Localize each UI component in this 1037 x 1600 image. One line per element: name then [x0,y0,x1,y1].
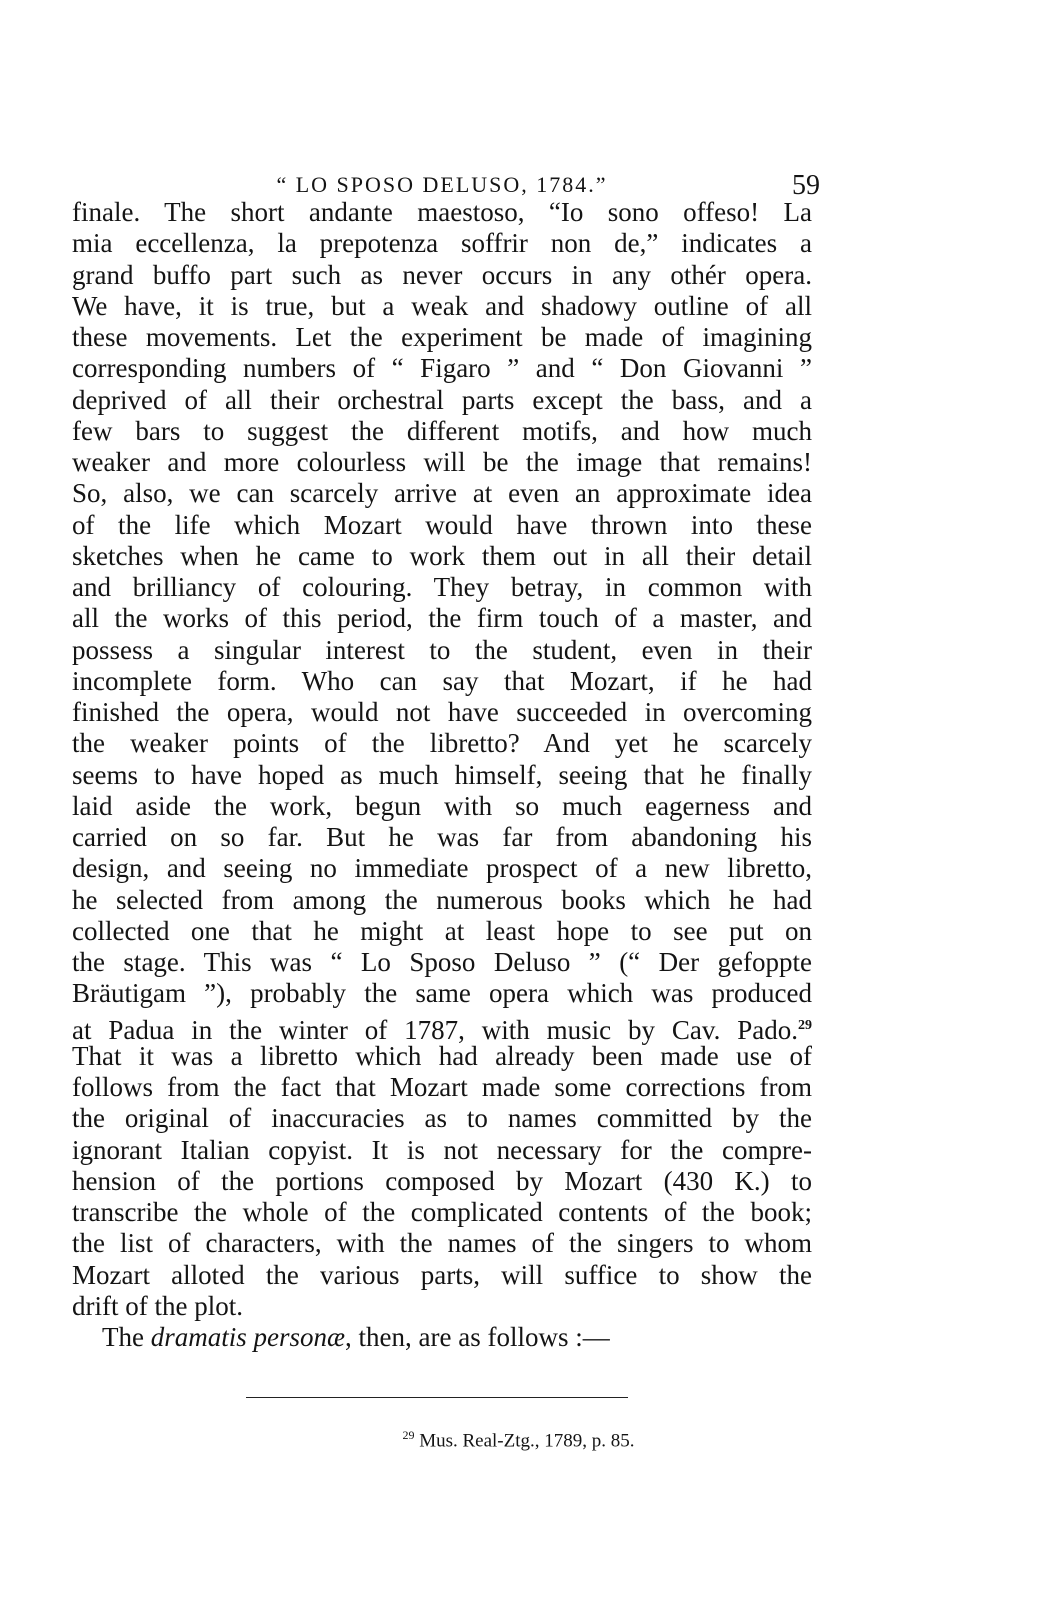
text-line: grand buffo part such as never occurs in any othér opera. [72,259,812,290]
body-text [72,197,812,1353]
text-line: these movements. Let the experiment be made of imagining [72,322,812,352]
text-line: few bars to suggest the different motifs, and how much [72,415,812,446]
footnote-text: Mus. Real-Ztg., 1789, p. 85. [414,1430,635,1452]
footnote-marker: 29 [402,1428,415,1442]
footnote-divider [246,1397,628,1398]
text-line: collected one that he might at least hope to see put on [72,915,812,946]
text-line: possess a singular interest to the student, even in their [72,634,812,665]
text-line: seems to have hoped as much himself, seeing that he finally [72,759,812,790]
footnote [0,1428,1037,1452]
text-line: finale. The short andante maestoso, “Io sono offeso! La [72,197,812,227]
text-line-content: at Padua in the winter of 1787, with music by Cav. Pado. [72,1014,798,1045]
text-line: We have, it is true, but a weak and shadowy outline of all [72,290,812,321]
paragraph-text: , then, are as follows :— [345,1322,610,1352]
text-line: weaker and more colourless will be the image that remains! [72,447,812,477]
text-line: finished the opera, would not have succeeded in overcoming [72,697,812,727]
text-line: That it was a libretto which had already been made use of [72,1040,812,1071]
text-line: he selected from among the numerous books which he had [72,884,812,915]
text-line: hension of the portions composed by Mozart (430 K.) to [72,1165,812,1196]
text-line: transcribe the whole of the complicated contents of the book; [72,1197,812,1227]
running-title: “ LO SPOSO DELUSO, 1784.” [276,172,608,197]
paragraph-line [72,1322,812,1353]
text-line: the weaker points of the libretto? And yet he scarcely [72,728,812,759]
text-line: and brilliancy of colouring. They betray, in common with [72,572,812,602]
text-line: incomplete form. Who can say that Mozart, if he had [72,665,812,696]
text-line: corresponding numbers of “ Figaro ” and “ Don Giovanni ” [72,353,812,384]
text-line: laid aside the work, begun with so much eagerness and [72,790,812,821]
footnote-reference[interactable]: 29 [798,1017,812,1033]
text-line: the stage. This was “ Lo Sposo Deluso ” (“ Der gefoppte [72,947,812,977]
page-number: 59 [792,170,820,201]
text-line: Mozart alloted the various parts, will suffice to show the [72,1259,812,1290]
text-line: design, and seeing no immediate prospect of a new libretto, [72,853,812,884]
text-line: follows from the fact that Mozart made some corrections from [72,1072,812,1102]
paragraph-text: The [102,1322,151,1352]
text-line: sketches when he came to work them out in all their detail [72,540,812,571]
text-line: deprived of all their orchestral parts except the bass, and a [72,384,812,415]
text-line: drift of the plot. [72,1290,243,1321]
text-line: carried on so far. But he was far from abandoning his [72,822,812,852]
text-line: mia eccellenza, la prepotenza soffrir non de,” indicates a [72,228,812,259]
text-line-with-footnote-ref [72,1010,812,1045]
text-line: the original of inaccuracies as to names committed by the [72,1103,812,1134]
text-line: So, also, we can scarcely arrive at even an approximate idea [72,478,812,509]
text-line: of the life which Mozart would have thrown into these [72,509,812,540]
italic-term: dramatis personæ [150,1322,346,1352]
text-line: ignorant Italian copyist. It is not necessary for the compre- [72,1134,812,1165]
text-line: Bräutigam ”), probably the same opera which was produced [72,978,812,1009]
text-line: the list of characters, with the names of the singers to whom [72,1228,812,1259]
text-line: all the works of this period, the firm touch of a master, and [72,603,812,634]
